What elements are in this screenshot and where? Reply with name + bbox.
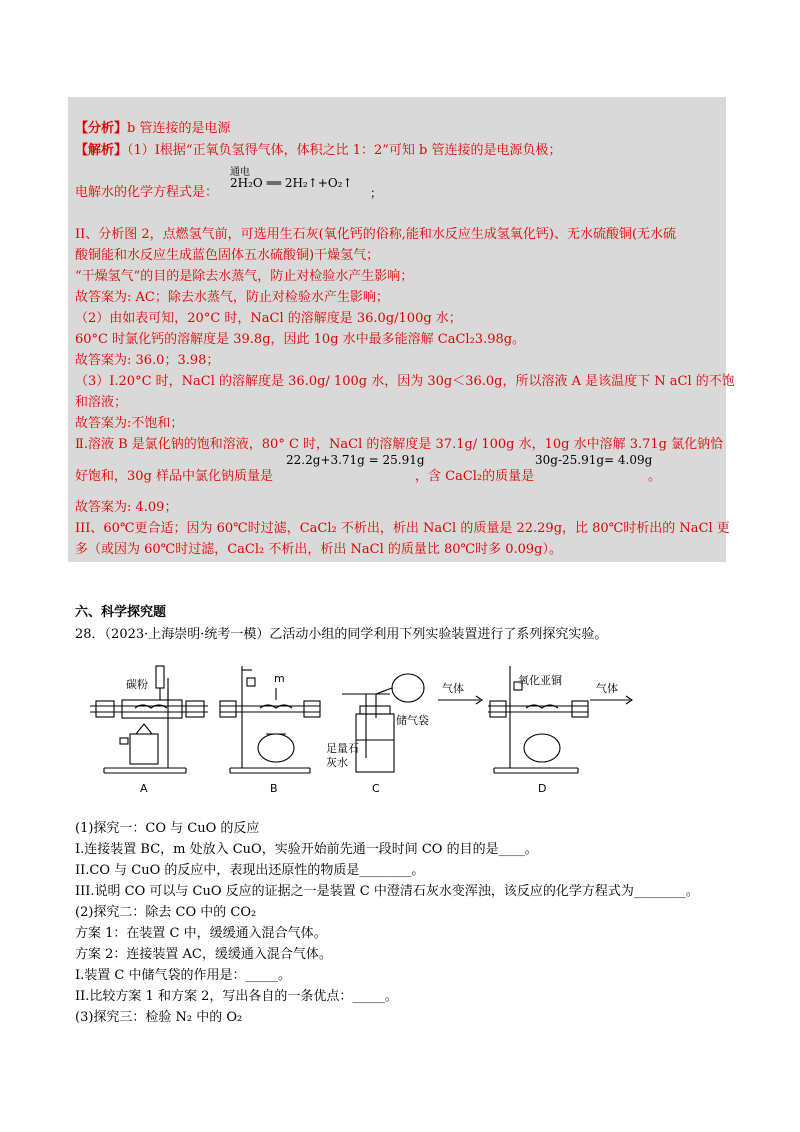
apparatus-a xyxy=(90,666,208,773)
label-a: A xyxy=(140,782,148,795)
para4-line2: 和溶液； xyxy=(75,395,128,410)
question-line-2: I.连接装置 BC，m 处放入 CuO，实验开始前先通一段时间 CO 的目的是____。 xyxy=(75,842,538,857)
question-line-9: II.比较方案 1 和方案 2，写出各自的一条优点：_____。 xyxy=(75,989,398,1004)
question-line-10: (3)探究三：检验 N₂ 中的 O₂ xyxy=(75,1010,243,1025)
para2-line1: II、分析图 2，点燃氢气前，可选用生石灰(氧化钙的俗称,能和水反应生成氢氧化钙)、无水硫酸铜(无水硫 xyxy=(75,227,677,242)
para5-line2a: 好饱和，30g 样品中氯化钠质量是 xyxy=(75,469,273,484)
equation-condition: 通电 xyxy=(230,167,250,178)
para2-line2: 酸铜能和水反应生成蓝色固体五水硫酸铜)干燥氢气； xyxy=(75,248,380,263)
label-m: m xyxy=(274,672,285,685)
apparatus-b xyxy=(220,666,320,773)
para3-line1: （2）由如表可知，20°C 时，NaCl 的溶解度是 36.0g/100g 水； xyxy=(75,311,462,326)
para5-formula1: 22.2g+3.71g = 25.91g xyxy=(286,453,425,467)
para3-line3: 故答案为: 36.0；3.98； xyxy=(75,353,220,368)
label-lime-2: 灰水 xyxy=(326,756,348,769)
para4-line1: （3）Ⅰ.20°C 时，NaCl 的溶解度是 36.0g/ 100g 水，因为 30g＜36.0g，所以溶液 A 是该温度下 N aCl 的不饱 xyxy=(75,374,735,389)
label-bag: 储气袋 xyxy=(396,714,429,727)
para2-line4: 故答案为: AC；除去水蒸气，防止对检验水产生影响； xyxy=(75,290,389,305)
question-line-6: 方案 1：在装置 C 中，缓缓通入混合气体。 xyxy=(75,926,327,941)
para5-line2c: 。 xyxy=(648,469,662,484)
question-line-7: 方案 2：连接装置 AC，缓缓通入混合气体。 xyxy=(75,947,332,962)
para5-line3: 故答案为: 4.09； xyxy=(75,500,178,515)
para4-line3: 故答案为:不饱和； xyxy=(75,416,184,431)
analysis-line xyxy=(75,120,230,138)
apparatus-figure xyxy=(90,648,650,798)
label-b: B xyxy=(270,782,278,795)
para5-line2b: ，含 CaCl₂的质量是 xyxy=(415,469,535,484)
analysis-text: b 管连接的是电源 xyxy=(127,121,231,136)
label-gas-out: 气体 xyxy=(596,682,618,695)
explanation-text: （1）Ⅰ根据“正氧负氢得气体，体积之比 1：2”可知 b 管连接的是电源负极； xyxy=(127,143,562,158)
analysis-tag: 【分析】 xyxy=(75,121,128,136)
explanation-tag: 【解析】 xyxy=(75,143,128,158)
question-line-4: III.说明 CO 可以与 CuO 反应的证据之一是装置 C 中澄清石灰水变浑浊，该反应的化学方程式为________。 xyxy=(75,884,699,899)
question-line-3: II.CO 与 CuO 的反应中，表现出还原性的物质是________。 xyxy=(75,863,425,878)
para3-line2: 60°C 时氯化钙的溶解度是 39.8g，因此 10g 水中最多能溶解 CaCl₂3.98g。 xyxy=(75,332,526,347)
question-stem: 28．（2023·上海崇明·统考一模）乙活动小组的同学利用下列实验装置进行了系列探究实验。 xyxy=(75,627,608,642)
equation-formula: 2H₂O ══ 2H₂↑+O₂↑ xyxy=(230,176,353,190)
question-line-8: I.装置 C 中储气袋的作用是：_____。 xyxy=(75,968,291,983)
question-line-1: (1)探究一：CO 与 CuO 的反应 xyxy=(75,821,260,836)
section-heading: 六、科学探究题 xyxy=(75,605,167,620)
label-lime-1: 足量石 xyxy=(326,742,359,755)
equation-end: ； xyxy=(370,186,383,200)
answer-analysis-box xyxy=(68,97,726,562)
question-line-5: (2)探究二：除去 CO 中的 CO₂ xyxy=(75,905,257,920)
para5-formula2: 30g-25.91g= 4.09g xyxy=(535,453,653,467)
equation-label: 电解水的化学方程式是： xyxy=(75,185,219,200)
para5-line1: Ⅱ.溶液 B 是氯化钠的饱和溶液，80° C 时，NaCl 的溶解度是 37.1g/ 100g 水，10g 水中溶解 3.71g 氯化钠恰 xyxy=(75,437,724,452)
label-d: D xyxy=(538,782,547,795)
para2-line3: “干燥氢气”的目的是除去水蒸气，防止对检验水产生影响； xyxy=(75,269,414,284)
para6-line1: III、60℃更合适；因为 60℃时过滤，CaCl₂ 不析出，析出 NaCl 的质量是 22.29g，比 80℃时析出的 NaCl 更 xyxy=(75,521,730,536)
label-tan: 碳粉 xyxy=(126,678,148,691)
label-cu: 氧化亚铜 xyxy=(518,674,562,687)
label-c: C xyxy=(372,782,380,795)
explanation-line xyxy=(75,142,561,160)
label-gas-in: 气体 xyxy=(442,682,464,695)
para6-line2: 多（或因为 60℃时过滤，CaCl₂ 不析出，析出 NaCl 的质量比 80℃时多 0.09g）。 xyxy=(75,542,562,557)
